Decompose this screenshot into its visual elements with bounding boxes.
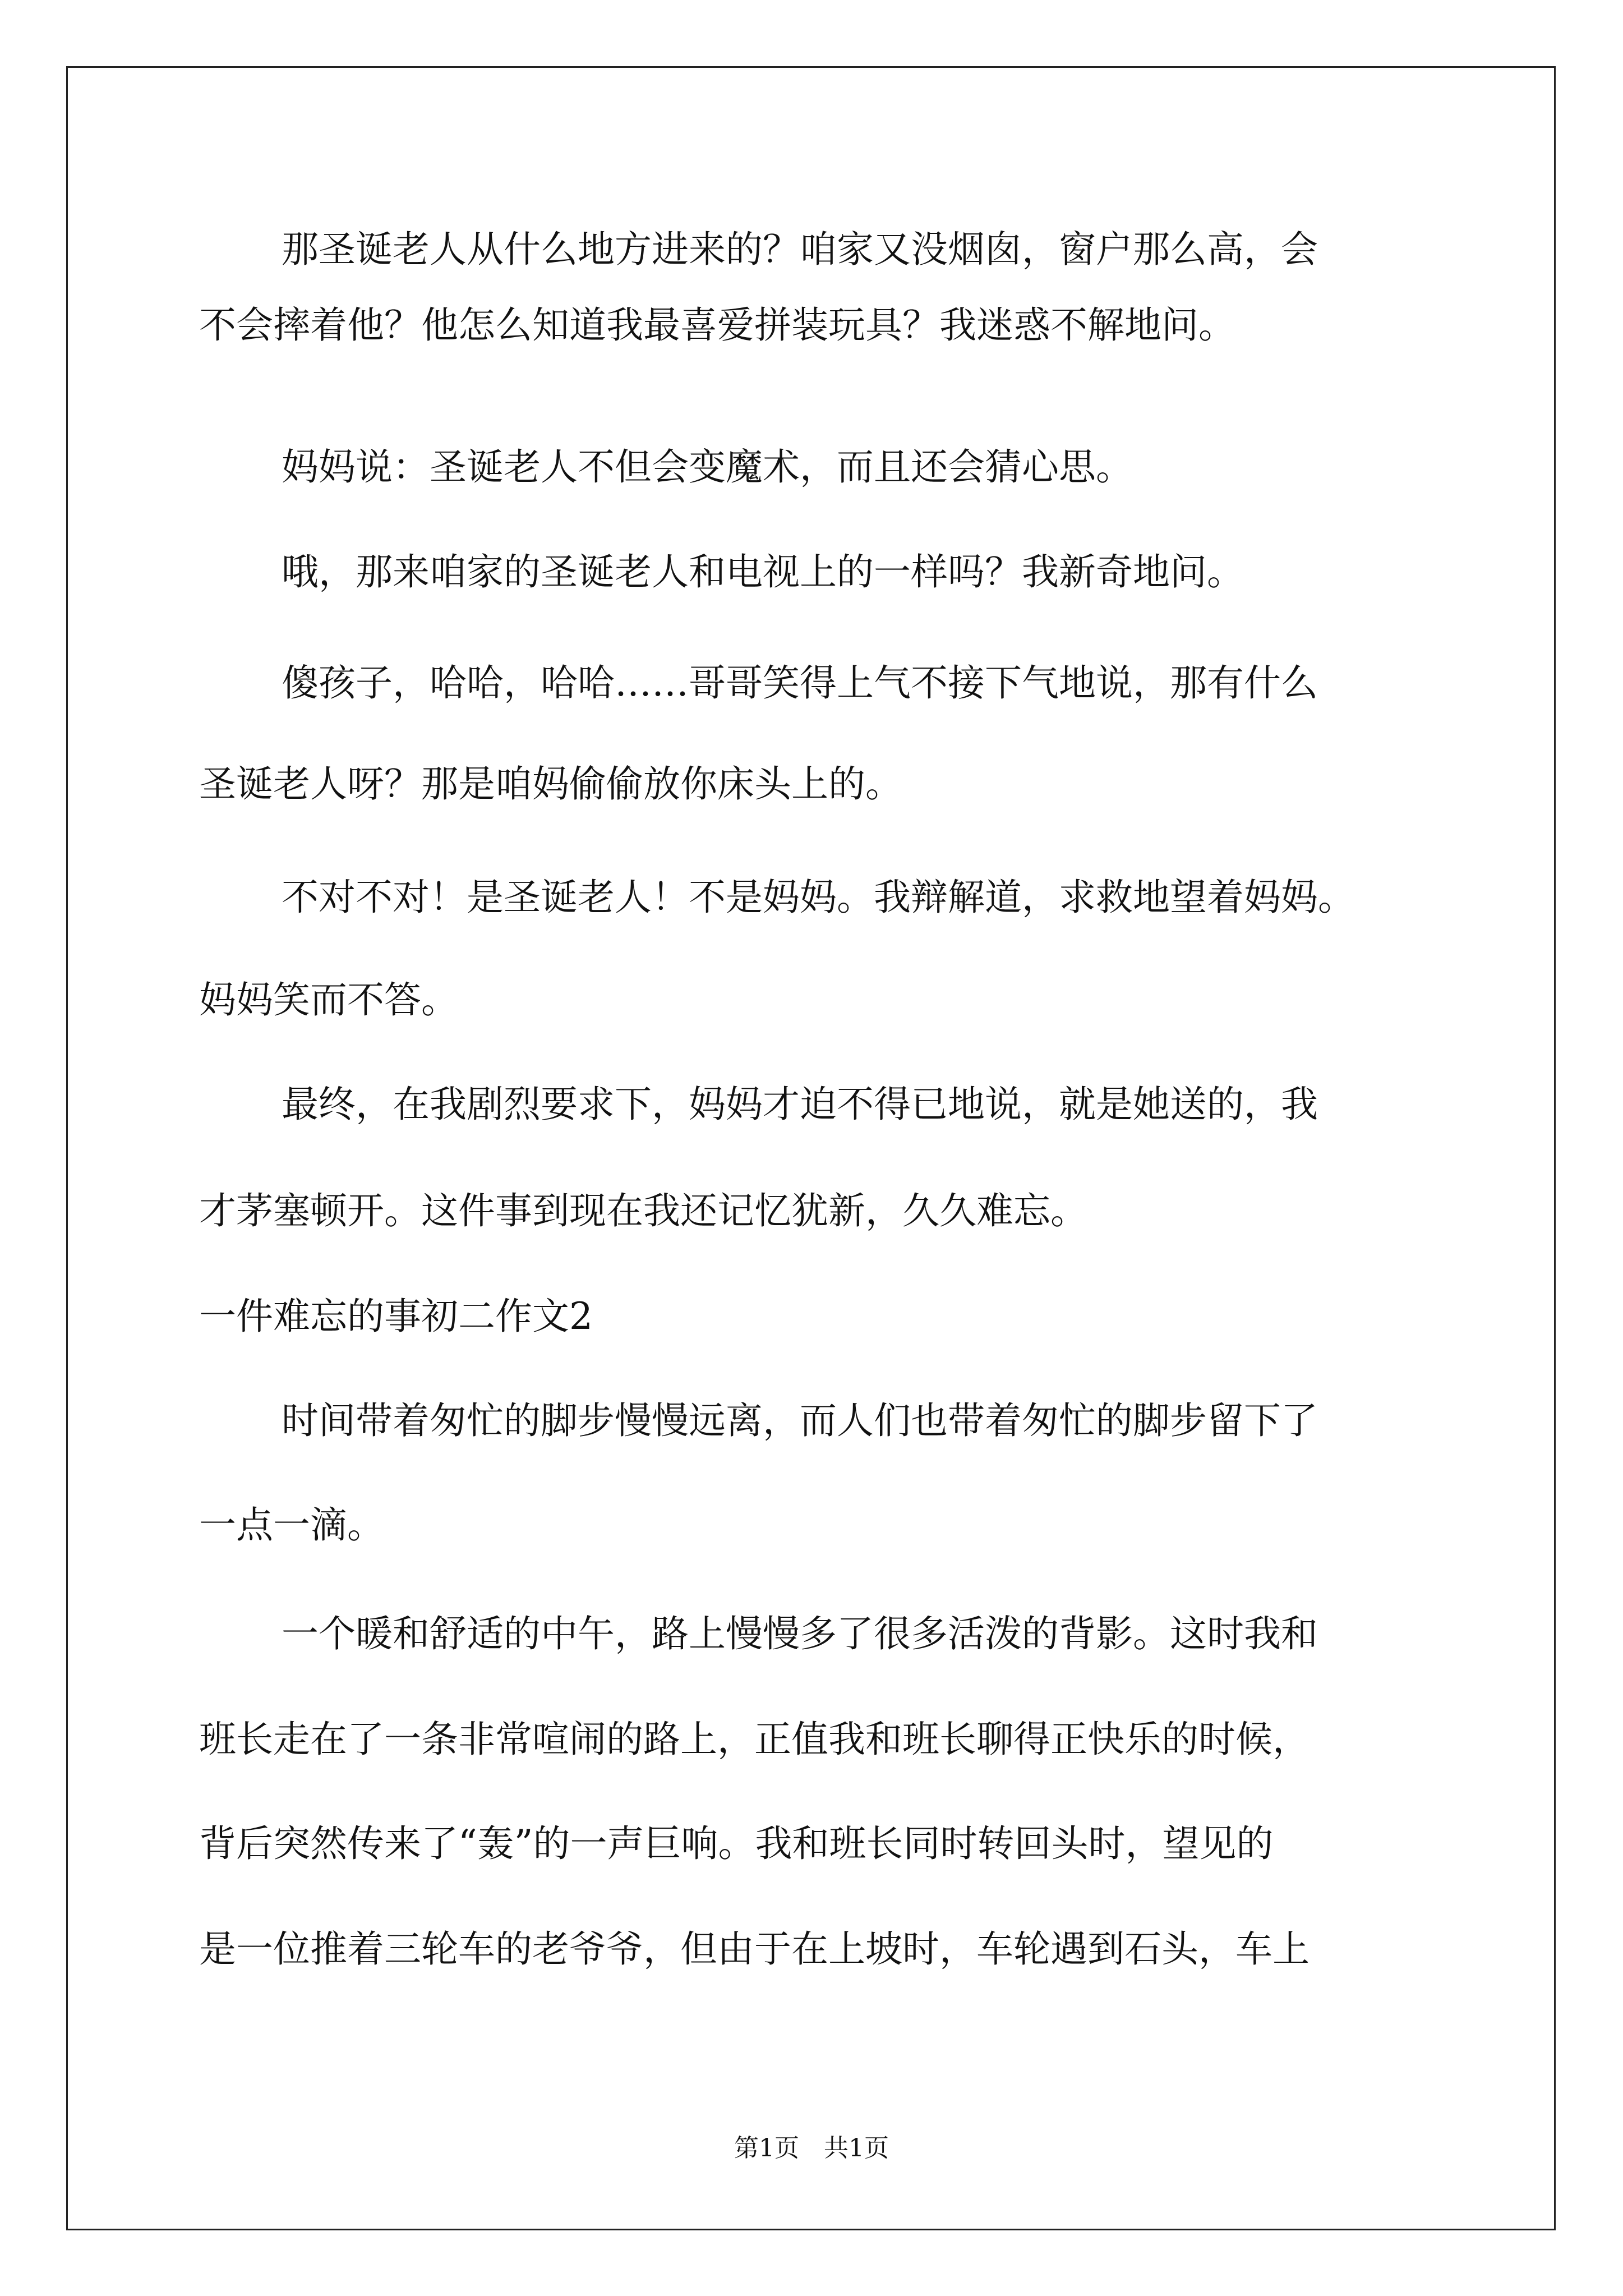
- page-number: 第1页 共1页: [734, 2134, 889, 2162]
- paragraph-line: 妈妈说：圣诞老人不但会变魔术，而且还会猜心思。: [282, 445, 1133, 489]
- paragraph-line: 一点一滴。: [199, 1503, 384, 1547]
- paragraph-line: 一个暖和舒适的中午，路上慢慢多了很多活泼的背影。这时我和: [282, 1612, 1318, 1655]
- page-border: [66, 66, 1556, 2230]
- paragraph-line: 不对不对！是圣诞老人！不是妈妈。我辩解道，求救地望着妈妈。: [282, 876, 1355, 919]
- paragraph-line: 班长走在了一条非常喧闹的路上，正值我和班长聊得正快乐的时候，: [199, 1718, 1310, 1761]
- paragraph-line: 那圣诞老人从什么地方进来的？咱家又没烟囱，窗户那么高，会: [282, 228, 1318, 271]
- paragraph-line: 最终，在我剧烈要求下，妈妈才迫不得已地说，就是她送的，我: [282, 1083, 1318, 1126]
- paragraph-line: 是一位推着三轮车的老爷爷，但由于在上坡时，车轮遇到石头，车上: [199, 1927, 1310, 1971]
- paragraph-line: 傻孩子，哈哈，哈哈……哥哥笑得上气不接下气地说，那有什么: [282, 661, 1318, 705]
- section-heading: 一件难忘的事初二作文2: [199, 1295, 593, 1338]
- paragraph-line: 时间带着匆忙的脚步慢慢远离，而人们也带着匆忙的脚步留下了: [282, 1399, 1318, 1442]
- paragraph-line: 圣诞老人呀？那是咱妈偷偷放你床头上的。: [199, 762, 902, 806]
- paragraph-line: 才茅塞顿开。这件事到现在我还记忆犹新，久久难忘。: [199, 1189, 1087, 1232]
- paragraph-line: 背后突然传来了“轰”的一声巨响。我和班长同时转回头时，望见的: [199, 1822, 1274, 1865]
- paragraph-line: 哦，那来咱家的圣诞老人和电视上的一样吗？我新奇地问。: [282, 550, 1244, 593]
- paragraph-line: 妈妈笑而不答。: [199, 978, 458, 1022]
- paragraph-line: 不会摔着他？他怎么知道我最喜爱拼装玩具？我迷惑不解地问。: [199, 303, 1235, 347]
